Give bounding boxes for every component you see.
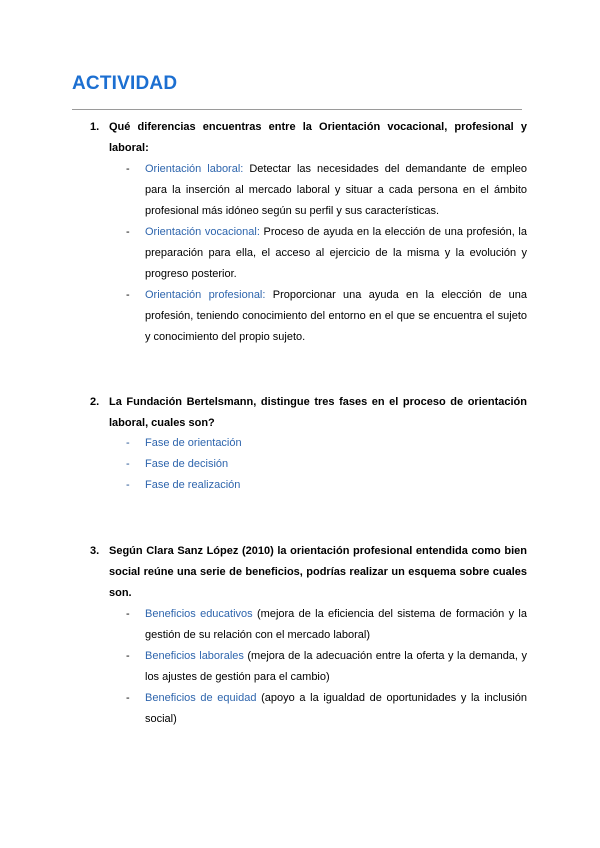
list-item xyxy=(126,646,527,688)
dash-bullet: - xyxy=(126,458,130,470)
dash-bullet: - xyxy=(126,608,130,620)
item-term: Orientación vocacional: xyxy=(145,226,260,238)
list-item xyxy=(126,159,527,222)
question-number: 2. xyxy=(90,396,100,408)
question-1 xyxy=(90,117,527,159)
item-description: Proceso de ayuda en la elección de una profesión, la preparación para ella, el acceso al ejercicio de la misma y la evolución y progreso posterior. xyxy=(145,226,527,280)
dash-bullet: - xyxy=(126,479,130,491)
list-item xyxy=(126,285,527,348)
question-text: Según Clara Sanz López (2010) la orientación profesional entendida como bien social reúne una serie de beneficios, podrías realizar un esquema sobre cuales son. xyxy=(109,545,527,599)
list-item xyxy=(126,222,527,285)
page-title: ACTIVIDAD xyxy=(72,73,178,94)
title-divider xyxy=(72,109,522,110)
item-description: (apoyo a la igualdad de oportunidades y la inclusión social) xyxy=(145,692,527,725)
item-term: Orientación profesional: xyxy=(145,289,266,301)
item-term: Beneficios educativos xyxy=(145,608,253,620)
dash-bullet: - xyxy=(126,226,130,238)
list-item xyxy=(126,433,527,454)
dash-bullet: - xyxy=(126,289,130,301)
answer-list-3 xyxy=(126,604,527,730)
item-description: Proporcionar una ayuda en la elección de una profesión, teniendo conocimiento del entorno en el que se encuentra el sujeto y conocimiento del propio sujeto. xyxy=(145,289,528,343)
dash-bullet: - xyxy=(126,650,130,662)
item-description: (mejora de la adecuación entre la oferta y la demanda, y los ajustes de gestión para el cambio) xyxy=(145,650,527,683)
item-term: Fase de realización xyxy=(145,479,241,491)
dash-bullet: - xyxy=(126,437,130,449)
list-item xyxy=(126,688,527,730)
dash-bullet: - xyxy=(126,163,130,175)
question-number: 3. xyxy=(90,545,100,557)
item-description: Detectar las necesidades del demandante de empleo para la inserción al mercado laboral y situar a cada persona en el ámbito profesional más idóneo según su perfil y sus características. xyxy=(145,163,527,217)
item-description: (mejora de la eficiencia del sistema de formación y la gestión de su relación con el mercado laboral) xyxy=(145,608,527,641)
list-item xyxy=(126,475,527,496)
question-text: La Fundación Bertelsmann, distingue tres fases en el proceso de orientación laboral, cuales son? xyxy=(109,396,527,429)
question-number: 1. xyxy=(90,121,100,133)
dash-bullet: - xyxy=(126,692,130,704)
item-term: Fase de decisión xyxy=(145,458,229,470)
answer-list-1 xyxy=(126,159,527,348)
item-term: Beneficios laborales xyxy=(145,650,244,662)
list-item xyxy=(126,604,527,646)
question-3 xyxy=(90,541,527,604)
list-item xyxy=(126,454,527,475)
answer-list-2 xyxy=(126,433,527,496)
item-term: Fase de orientación xyxy=(145,437,242,449)
item-term: Orientación laboral: xyxy=(145,163,244,175)
question-text: Qué diferencias encuentras entre la Orientación vocacional, profesional y laboral: xyxy=(109,121,527,154)
question-2 xyxy=(90,392,527,434)
item-term: Beneficios de equidad xyxy=(145,692,257,704)
